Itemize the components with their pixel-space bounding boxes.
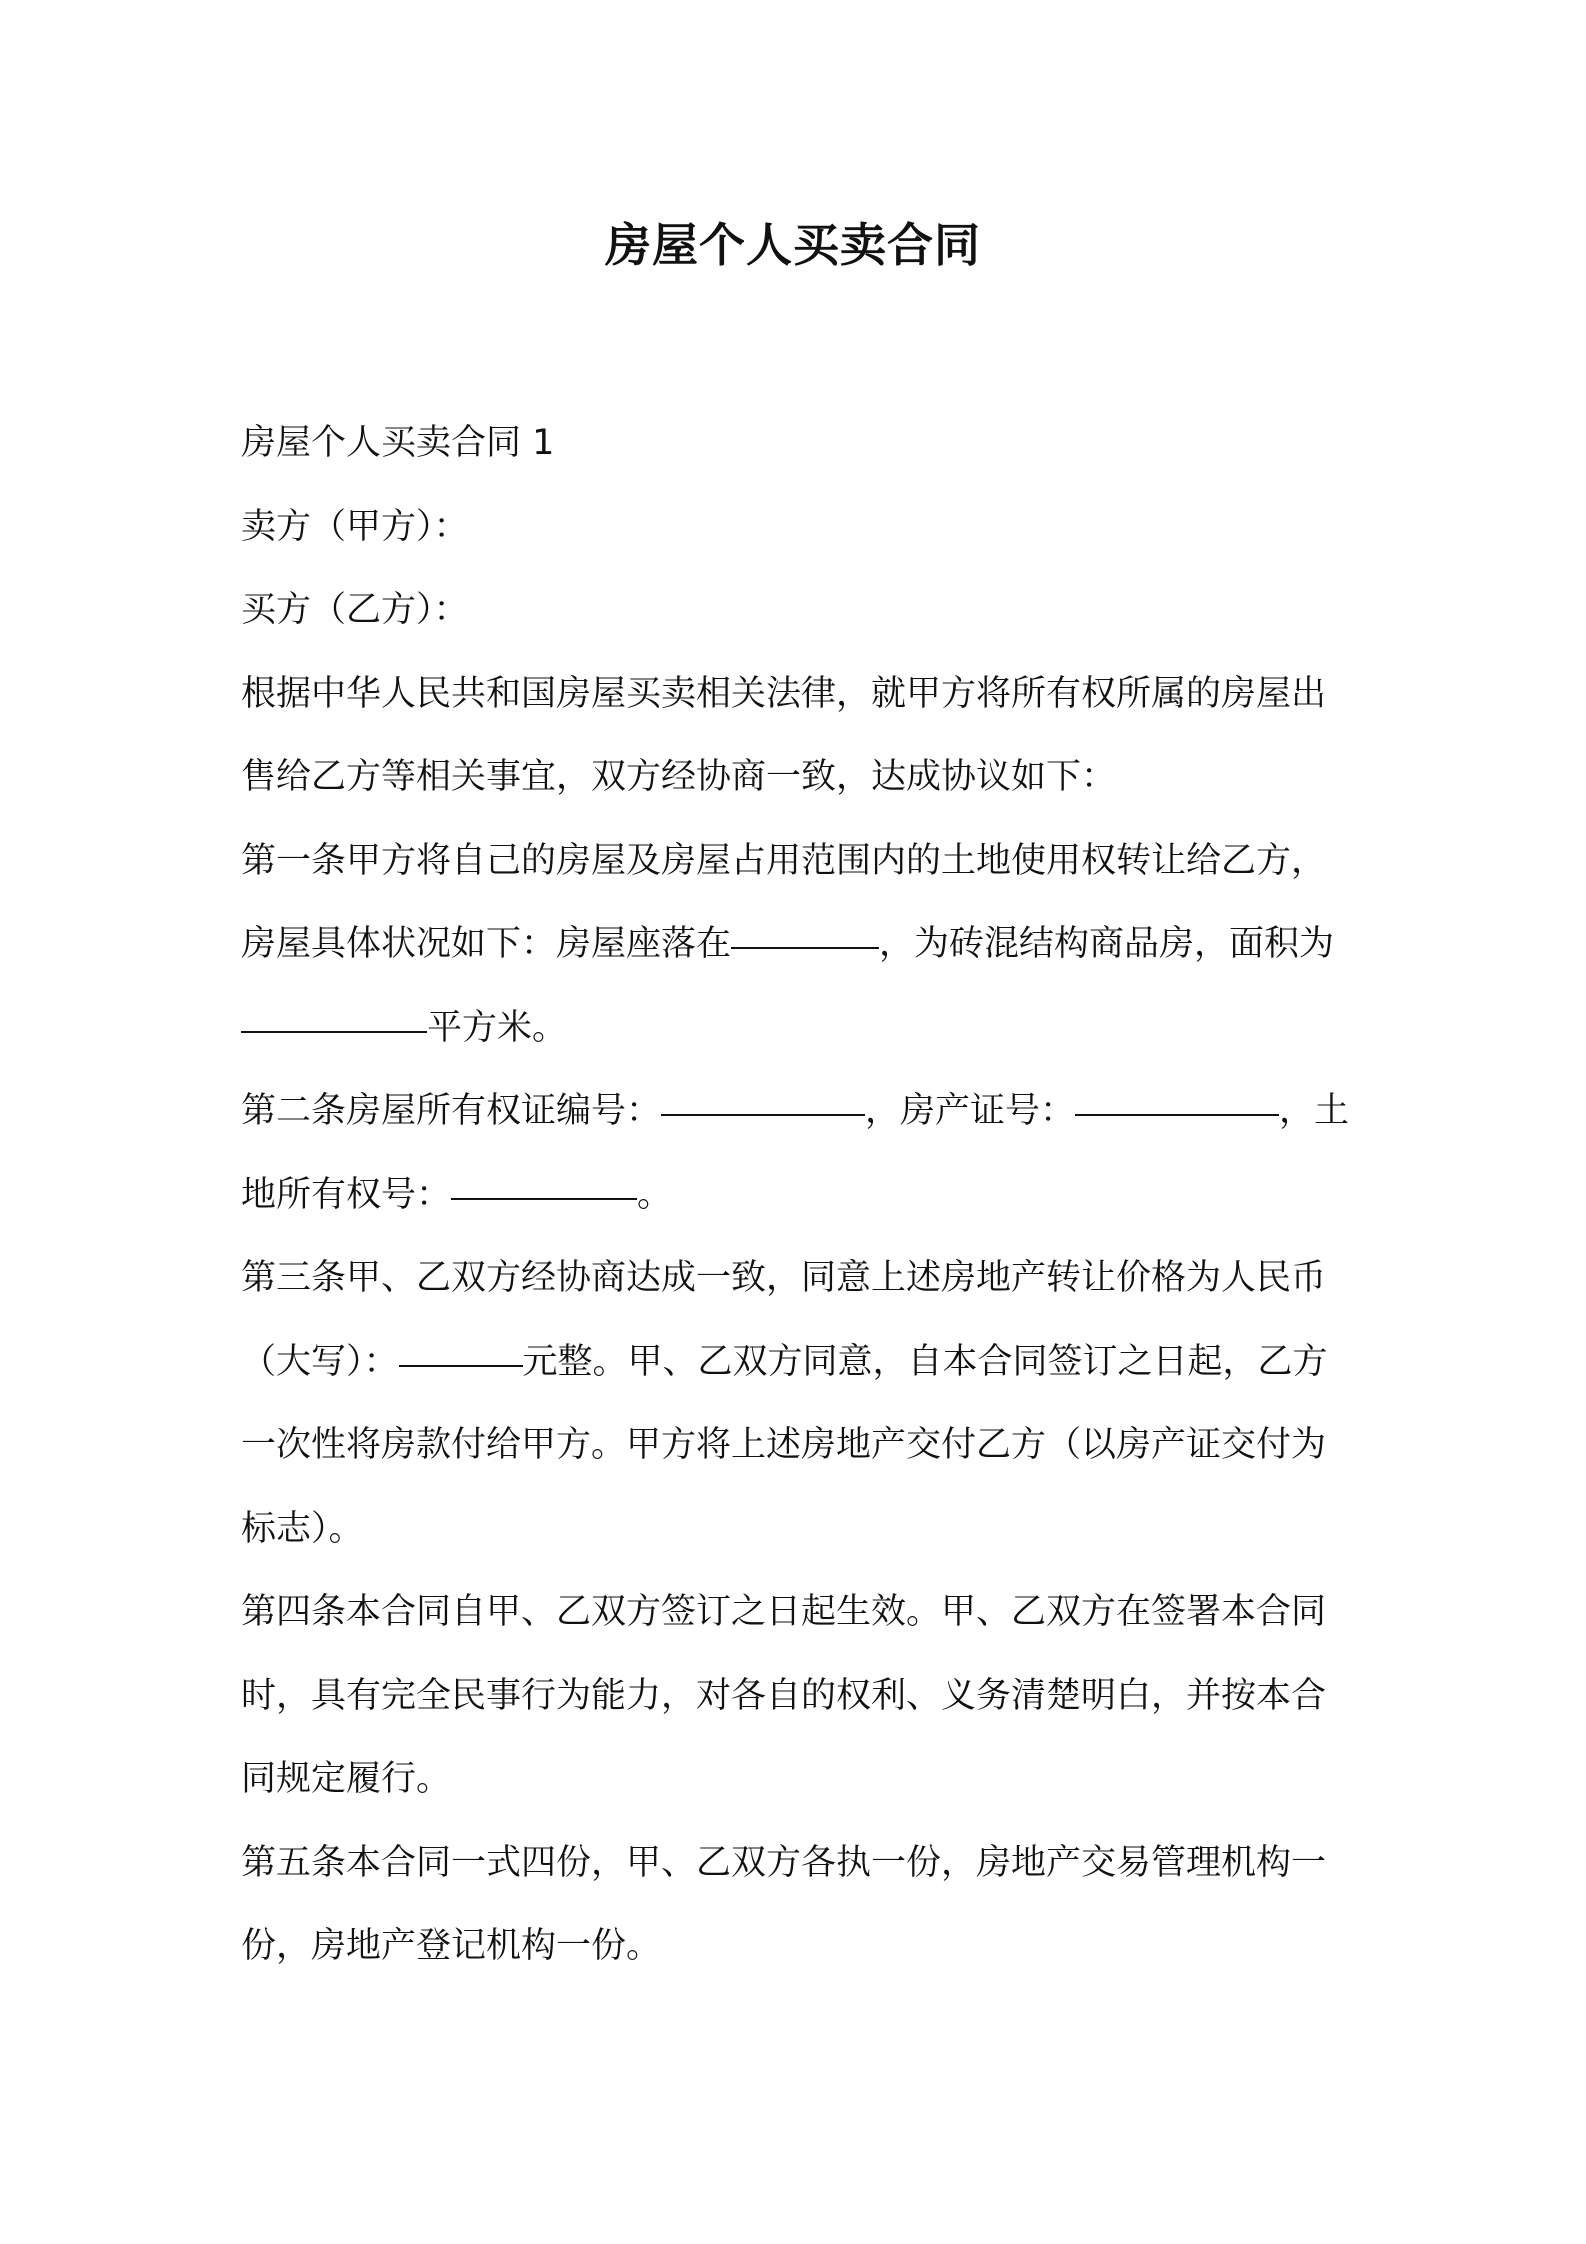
article-1-text-c: 平方米。 [427,1007,568,1048]
seller-line: 卖方（甲方）： [241,506,469,547]
contract-subtitle: 房屋个人买卖合同 1 [241,423,555,463]
article-1-text-b: ，为砖混结构商品房，面积为 [879,924,1335,964]
location-blank [731,946,879,949]
land-right-blank [451,1197,637,1200]
article-4: 第四条本合同自甲、乙双方签订之日起生效。甲、乙双方在签署本合同时，具有完全民事行为能力，对各自的权利、义务清楚明白，并按本合同规定履行。 [241,1592,1327,1799]
ownership-cert-blank [661,1113,865,1116]
article-2-text-a: 第二条房屋所有权证编号： [241,1091,662,1131]
article-2-text-b: ，房产证号： [865,1091,1076,1131]
article-2-text-d: 。 [637,1174,673,1215]
article-1-text-a: 第一条甲方将自己的房屋及房屋占用范围内的土地使用权转让给乙方，房屋具体状况如下：房屋座落在 [241,840,1327,964]
article-5: 第五条本合同一式四份，甲、乙双方各执一份，房地产交易管理机构一份，房地产登记机构一份。 [241,1842,1327,1966]
price-blank [399,1364,523,1367]
article-2-text-c: ，土地所有权号： [241,1091,1350,1215]
area-blank [241,1030,427,1033]
intro-paragraph: 根据中华人民共和国房屋买卖相关法律，就甲方将所有权所属的房屋出售给乙方等相关事宜，双方经协商一致，达成协议如下： [241,673,1327,797]
article-1 [241,820,1351,1071]
article-3 [241,1237,1351,1571]
buyer-line: 买方（乙方）： [241,590,469,630]
document-title: 房屋个人买卖合同 [605,218,981,272]
article-3-text-a: 第三条甲、乙双方经协商达成一致，同意上述房地产转让价格为人民币（大写）： [241,1258,1327,1382]
document-body [241,402,1351,1989]
article-3-text-b: 元整。甲、乙双方同意，自本合同签订之日起，乙方一次性将房款付给甲方。甲方将上述房地产交付乙方（以房产证交付为标志）。 [241,1341,1328,1549]
property-cert-blank [1075,1113,1279,1116]
article-2 [241,1070,1351,1237]
